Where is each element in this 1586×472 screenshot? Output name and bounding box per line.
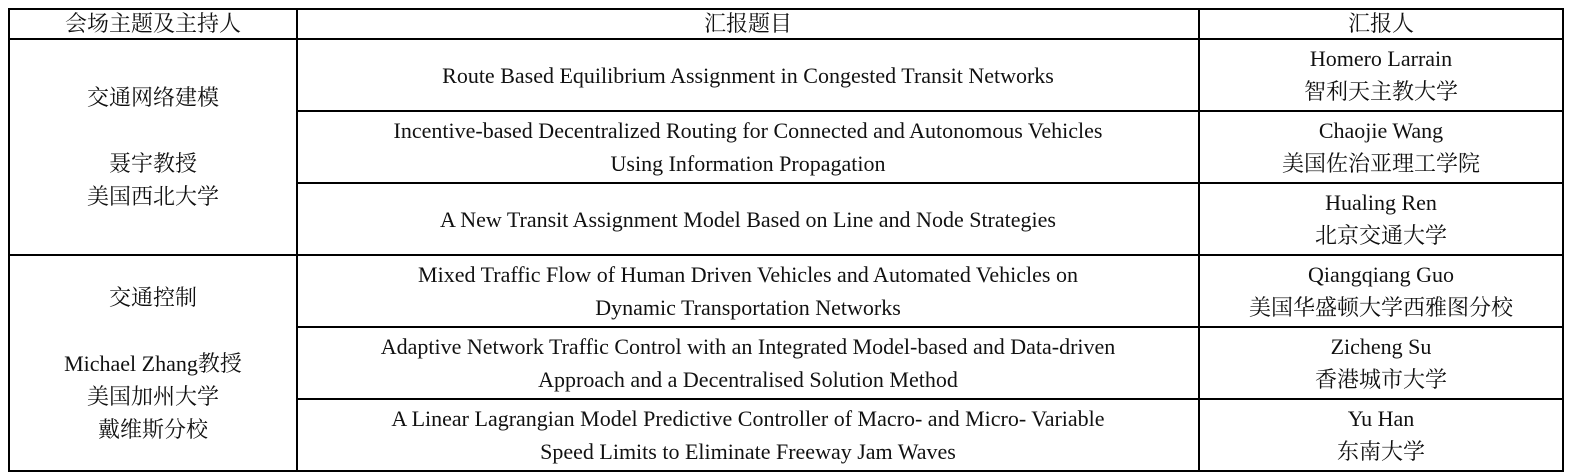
- session-cell: [9, 39, 297, 255]
- talk-title-line: Route Based Equilibrium Assignment in Congested Transit Networks: [442, 62, 1054, 88]
- speaker-name: Qiangqiang Guo: [1307, 262, 1455, 287]
- speaker-name: Yu Han: [1347, 406, 1415, 431]
- talk-title: [297, 255, 1199, 327]
- talk-title: [297, 111, 1199, 183]
- table-row: [9, 39, 1563, 111]
- speaker-affiliation: 美国佐治亚理工学院: [1281, 151, 1480, 176]
- session-cell: [9, 255, 297, 471]
- header-speaker: 汇报人: [1199, 9, 1563, 39]
- speaker-affiliation: 北京交通大学: [1314, 223, 1447, 248]
- header-title: 汇报题目: [297, 9, 1199, 39]
- session-theme: 交通控制: [108, 284, 197, 310]
- talk-title-line: A Linear Lagrangian Model Predictive Controller of Macro- and Micro- Variable: [391, 406, 1105, 431]
- talk-title: [297, 327, 1199, 399]
- speaker-name: Zicheng Su: [1330, 334, 1432, 359]
- schedule-table: [8, 8, 1564, 472]
- speaker-name: Chaojie Wang: [1318, 118, 1444, 143]
- session-theme: 交通网络建模: [86, 85, 219, 110]
- speaker-cell: [1199, 399, 1563, 471]
- session-host-affiliation: 戴维斯分校: [97, 416, 208, 442]
- session-host-affiliation: 美国加州大学: [86, 383, 219, 409]
- talk-title-line: Approach and a Decentralised Solution Method: [538, 367, 958, 392]
- header-session: 会场主题及主持人: [9, 9, 297, 39]
- speaker-cell: [1199, 255, 1563, 327]
- speaker-affiliation: 东南大学: [1336, 439, 1425, 464]
- speaker-affiliation: 美国华盛顿大学西雅图分校: [1248, 295, 1513, 320]
- talk-title-line: Using Information Propagation: [610, 151, 886, 176]
- speaker-cell: [1199, 39, 1563, 111]
- talk-title: [297, 39, 1199, 111]
- talk-title: [297, 399, 1199, 471]
- talk-title-line: Incentive-based Decentralized Routing for Connected and Autonomous Vehicles: [393, 118, 1103, 143]
- session-host: Michael Zhang教授: [64, 350, 242, 376]
- speaker-name: Hualing Ren: [1325, 190, 1437, 215]
- talk-title: [297, 183, 1199, 255]
- session-host: 聂宇教授: [108, 151, 197, 176]
- speaker-cell: [1199, 327, 1563, 399]
- session-host-affiliation: 美国西北大学: [86, 184, 219, 209]
- talk-title-line: Speed Limits to Eliminate Freeway Jam Waves: [540, 439, 956, 464]
- speaker-cell: [1199, 111, 1563, 183]
- talk-title-line: A New Transit Assignment Model Based on Line and Node Strategies: [440, 206, 1056, 232]
- talk-title-line: Adaptive Network Traffic Control with an Integrated Model-based and Data-driven: [380, 334, 1116, 359]
- header-row: [9, 9, 1563, 39]
- speaker-affiliation: 香港城市大学: [1314, 367, 1447, 392]
- talk-title-line: Mixed Traffic Flow of Human Driven Vehicles and Automated Vehicles on: [418, 262, 1078, 287]
- speaker-name: Homero Larrain: [1309, 46, 1453, 71]
- speaker-cell: [1199, 183, 1563, 255]
- table-row: [9, 255, 1563, 327]
- talk-title-line: Dynamic Transportation Networks: [595, 295, 901, 320]
- speaker-affiliation: 智利天主教大学: [1303, 79, 1458, 104]
